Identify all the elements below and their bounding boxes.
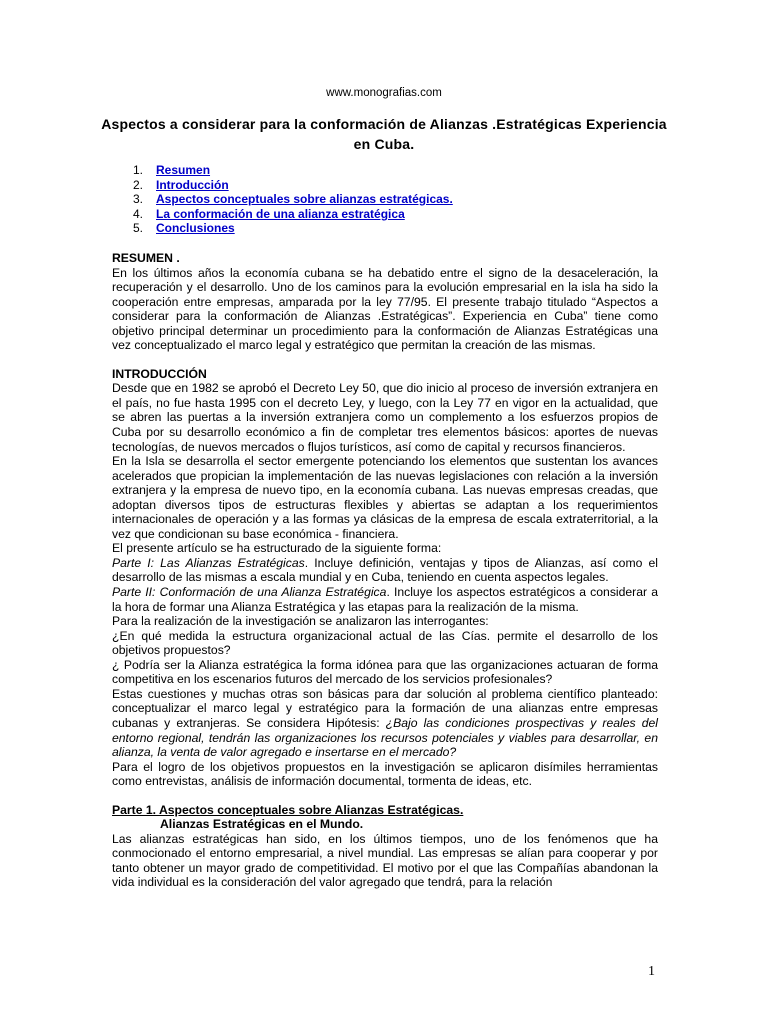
intro-parte2-paragraph [112, 585, 658, 614]
toc-number: 4. [133, 206, 144, 221]
intro-paragraph: Desde que en 1982 se aprobó el Decreto Ley 50, que dio inicio al proceso de inversión extranjera en el país, no fue hasta 1995 con el decreto Ley, y luego, con la Ley 77 en vigor en la actualidad, que se abren las puertas a la inversión extranjera como un complemento a los esfuerzos propios de Cuba por su desarrollo económico a fin de completar tres elementos básicos: aportes de nuevas tecnologías, de nuevos mercados o flujos turísticos, así como de capital y recursos financieros. [112, 381, 658, 454]
toc-link-resumen[interactable]: Resumen [156, 163, 211, 177]
intro-paragraph: El presente artículo se ha estructurado de la siguiente forma: [112, 541, 442, 556]
toc-number: 2. [133, 177, 144, 192]
hypothesis-intro: Estas cuestiones y muchas otras son básicas para dar solución al problema científico planteado: conceptualizar el marco legal y estratégico para la formación de una alianzas entre empresas cubanas y extranjeras. Se considera Hipótesis: [112, 686, 658, 730]
intro-paragraph: Para el logro de los objetivos propuestos en la investigación se aplicaron disímiles herramientas como entrevistas, análisis de información documental, tormenta de ideas, etc. [112, 759, 658, 789]
parte1-text: . Incluye definición, ventajas y tipos de Alianzas, así como el desarrollo de las mismas a escala mundial y en Cuba, teniendo en cuenta aspectos legales. [112, 555, 658, 585]
parte2-label: Parte II: Conformación de una Alianza Estratégica [112, 585, 387, 600]
toc-item [133, 221, 453, 236]
section-heading-introduccion: INTRODUCCIÓN [112, 366, 207, 381]
resumen-paragraph: En los últimos años la economía cubana se ha debatido entre el signo de la desaceleración, la recuperación y el desarrollo. Uno de los caminos para la evolución empresarial en la isla ha sido la cooperación entre empresas, amparada por la ley 77/95. El presente trabajo titulado “Aspectos a considerar para la conformación de Alianzas .Estratégicas”. Experiencia en Cuba” tiene como objetivo principal determinar un procedimiento para la conformación de Alianzas Estratégicas una vez conceptualizado el marco legal y estratégico que permitan la creación de las mismas. [112, 265, 658, 353]
hypothesis-text: ¿Bajo las condiciones prospectivas y reales del entorno regional, tendrán las organizaciones los recursos potenciales y viables para desarrollar, en alianza, la venta de valor agregado e insertarse en el mercado? [112, 715, 658, 760]
research-question: ¿ Podría ser la Alianza estratégica la forma idónea para que las organizaciones actuaran de forma competitiva en los escenarios futuros del mercado de los servicios profesionales? [112, 657, 658, 687]
hypothesis-paragraph [112, 687, 658, 760]
parte2-text: . Incluye los aspectos estratégicos a considerar a la hora de formar una Alianza Estratégica y las etapas para la realización de la misma. [112, 585, 659, 614]
toc-item [133, 192, 453, 207]
toc-item [133, 207, 453, 222]
document-title: Aspectos a considerar para la conformación de Alianzas .Estratégicas Experiencia en Cuba. [101, 116, 667, 152]
toc-item [133, 163, 453, 178]
toc-link-introduccion[interactable]: Introducción [156, 177, 229, 192]
intro-parte1-paragraph [112, 556, 658, 585]
page-number: 1 [648, 964, 655, 979]
site-header: www.monografias.com [326, 87, 442, 99]
parte1-label: Parte I: Las Alianzas Estratégicas [112, 555, 305, 570]
toc-number: 3. [133, 192, 144, 207]
table-of-contents [133, 163, 453, 236]
toc-item [133, 178, 453, 193]
section-heading-parte1: Parte 1. Aspectos conceptuales sobre Alianzas Estratégicas. [112, 802, 464, 817]
document-body [112, 251, 658, 890]
toc-link-aspectos[interactable]: Aspectos conceptuales sobre alianzas estratégicas. [156, 192, 453, 207]
toc-link-conformacion[interactable]: La conformación de una alianza estratégica [156, 206, 405, 221]
intro-paragraph: En la Isla se desarrolla el sector emergente potenciando los elementos que sustentan los avances acelerados que propician la implementación de las nuevas legislaciones con relación a la inversión extranjera y la empresa de nuevo tipo, en la economía cubana. Las nuevas empresas creadas, que adoptan diversos tipos de estructuras flexibles y abiertas se adaptan a los requerimientos internacionales de operación y a las formas ya clásicas de la empresa de escala extraterritorial, a la vez que condicionan su base económica - financiera. [112, 454, 658, 541]
subsection-heading: Alianzas Estratégicas en el Mundo. [160, 817, 364, 832]
toc-link-conclusiones[interactable]: Conclusiones [156, 221, 235, 236]
parte1-paragraph: Las alianzas estratégicas han sido, en los últimos tiempos, uno de los fenómenos que ha conmocionado el entorno empresarial, a nivel mundial. Las empresas se alían para cooperar y por tanto obtener un mayor grado de competitividad. El motivo por el que las Compañías abandonan la vida individual es la consideración del valor agregado que tendrá, para la relación [112, 831, 658, 890]
toc-number: 1. [133, 163, 144, 177]
section-heading-resumen: RESUMEN . [112, 251, 180, 265]
toc-number: 5. [133, 221, 144, 236]
research-question: ¿En qué medida la estructura organizacional actual de las Cías. permite el desarrollo de los objetivos propuestos? [112, 628, 658, 658]
intro-paragraph: Para la realización de la investigación se analizaron las interrogantes: [112, 614, 489, 629]
